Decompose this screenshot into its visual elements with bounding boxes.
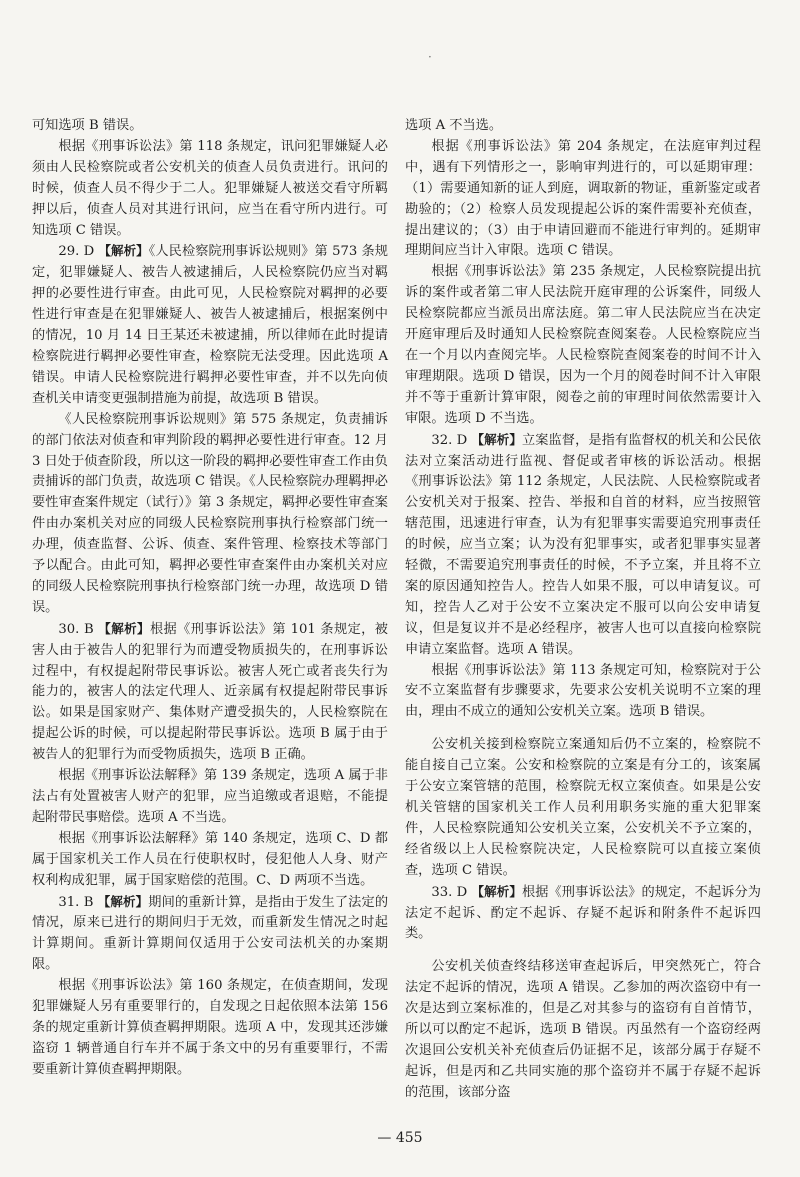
paragraph [32, 137, 388, 242]
paragraph [32, 766, 388, 829]
paragraph [405, 262, 761, 429]
analysis-tag: 【解析】 [98, 620, 150, 636]
paragraph-text: 根据《刑事诉讼法》第 113 条规定可知，检察院对于公安不立案监督有步骤要求，先要求公安机关说明不立案的理由，理由不成立的通知公安机关立案。选项 B 错误。 [405, 662, 761, 720]
paragraph-text: 立案监督，是指有监督权的机关和公民依法对立案活动进行监视、督促或者审核的诉讼活动。根据《刑事诉讼法》第 112 条规定，人民法院、人民检察院或者公安机关对于报案、控告、举报和自首的材料，应当按照管辖范围，迅速进行审查，认为有犯罪事实需要追究刑事责任的时候，应当立案；认为没有犯罪事实，或者犯罪事实显著轻微，不需要追究刑事责任的时候，不予立案，并且将不立案的原因通知控告人。控告人如果不服，可以申请复议。可知，控告人乙对于公安不立案决定不服可以向公安申请复议，但是复议并不是必经程序，被害人也可以直接向检察院申请立案监督。选项 A 错误。 [405, 432, 761, 657]
paragraph-text: 根据《刑事诉讼法》第 118 条规定，讯问犯罪嫌疑人必须由人民检察院或者公安机关的侦查人员负责进行。讯问的时候，侦查人员不得少于二人。犯罪嫌疑人被送交看守所羁押以后，侦查人员对其进行讯问，应当在看守所内进行。可知选项 C 错误。 [32, 138, 388, 238]
paragraph-text: 《人民检察院刑事诉讼规则》第 575 条规定，负责捕诉的部门依法对侦查和审判阶段的羁押必要性进行审查。12 月 3 日处于侦查阶段，所以这一阶段的羁押必要性审查工作由负责捕诉的部门负责，故选项 C 错误。《人民检察院办理羁押必要性审查案件规定（试行）》第 3 条规定，羁押必要性审查案件由办案机关对应的同级人民检察院刑事执行检察部门统一办理，侦查监督、公诉、侦查、案件管理、检察技术等部门予以配合。由此可知，羁押必要性审查案件由办案机关对应的同级人民检察院刑事执行检察部门统一办理，故选项 D 错误。 [32, 411, 388, 615]
paragraph-text: 《人民检察院刑事诉讼规则》第 573 条规定，犯罪嫌疑人、被告人被逮捕后，人民检察院仍应当对羁押的必要性进行审查。由此可见，人民检察院对羁押的必要性进行审查是在犯罪嫌疑人、被告人被逮捕后，根据案例中的情况，10 月 14 日王某还未被逮捕，所以律师在此时提请检察院进行羁押必要性审查，检察院无法受理。因此选项 A 错误。申请人民检察院进行羁押必要性审查，并不以先向侦查机关申请变更强制措施为前提，故选项 B 错误。 [32, 244, 388, 406]
analysis-tag: 【解析】 [98, 243, 149, 259]
paragraph-text: 根据《刑事诉讼法解释》第 139 条规定，选项 A 属于非法占有处置被害人财产的犯罪，应当追缴或者退赔，不能提起附带民事赔偿。选项 A 不当选。 [32, 768, 388, 825]
paragraph [405, 735, 761, 881]
paragraph [32, 892, 388, 977]
page-number: — 455 [377, 1130, 423, 1146]
paragraph [405, 430, 761, 661]
paragraph [405, 957, 761, 1103]
paragraph-text: 根据《刑事诉讼法解释》第 140 条规定，选项 C、D 都属于国家机关工作人员在行使职权时，侵犯他人人身、财产权利构成犯罪，属于国家赔偿的范围。C、D 两项不当选。 [32, 830, 388, 888]
paragraph [405, 661, 761, 724]
paragraph-text: 可知选项 B 错误。 [32, 118, 143, 133]
paragraph-text: 根据《刑事诉讼法》的规定，不起诉分为法定不起诉、酌定不起诉、存疑不起诉和附条件不起诉四类。 [405, 884, 761, 942]
question-number: 33. D [431, 884, 468, 900]
paragraph-text: 根据《刑事诉讼法》第 235 条规定，人民检察院提出抗诉的案件或者第二审人民法院开庭审理的公诉案件，同级人民检察院都应当派员出席法庭。第二审人民法院应当在决定开庭审理后及时通知人民检察院查阅案卷。人民检察院应当在一个月以内查阅完毕。人民检察院查阅案卷的时间不计入审理期限。选项 D 错误，因为一个月的阅卷时间不计入审限并不等于重新计算审限，阅卷之前的审理时间依然需要计入审限。选项 D 不当选。 [405, 264, 761, 426]
paragraph [405, 116, 761, 137]
paragraph [32, 241, 388, 409]
analysis-tag: 【解析】 [471, 883, 522, 899]
paragraph-text: 根据《刑事诉讼法》第 101 条规定，被害人由于被告人的犯罪行为而遭受物质损失的，在刑事诉讼过程中，有权提起附带民事诉讼。被害人死亡或者丧失行为能力的，被害人的法定代理人、近亲属有权提起附带民事诉讼。如果是国家财产、集体财产遭受损失的，人民检察院在提起公诉的时候，可以提起附带民事诉讼。选项 B 属于由于被告人的犯罪行为而受物质损失，选项 B 正确。 [32, 621, 388, 763]
question-number: 31. B [58, 894, 94, 910]
analysis-tag: 【解析】 [97, 893, 149, 909]
paragraph [32, 829, 388, 892]
paragraph [405, 137, 761, 262]
page-top-mark: · [428, 50, 432, 64]
paragraph [32, 116, 388, 137]
paragraph-text: 公安机关侦查终结移送审查起诉后，甲突然死亡，符合法定不起诉的情况，选项 A 错误。乙参加的两次盗窃中有一次是达到立案标准的，但是乙对其参与的盗窃有自首情节，所以可以酌定不起诉，选项 B 错误。丙虽然有一个盗窃经两次退回公安机关补充侦查后仍证据不足，该部分属于存疑不起诉，但是丙和乙共同实施的那个盗窃并不属于存疑不起诉的范围，该部分盗 [405, 959, 761, 1100]
paragraph-text: 公安机关接到检察院立案通知后仍不立案的，检察院不能自接自己立案。公安和检察院的立案是有分工的，该案属于公安立案管辖的范围，检察院无权立案侦查。如果是公安机关管辖的国家机关工作人员利用职务实施的重大犯罪案件，人民检察院通知公安机关立案，公安机关不予立案的，经省级以上人民检察院决定，人民检察院可以直接立案侦查，选项 C 错误。 [405, 737, 761, 878]
right-column [405, 116, 761, 1104]
question-number: 32. D [431, 432, 468, 448]
left-column [32, 116, 388, 1081]
question-number: 30. B [58, 621, 94, 637]
paragraph [32, 410, 388, 619]
paragraph [32, 976, 388, 1081]
analysis-tag: 【解析】 [471, 431, 522, 447]
paragraph [405, 882, 761, 946]
paragraph-text: 选项 A 不当选。 [405, 118, 503, 133]
paragraph-text: 根据《刑事诉讼法》第 160 条规定，在侦查期间，发现犯罪嫌疑人另有重要罪行的，自发现之日起依照本法第 156 条的规定重新计算侦查羁押期限。选项 A 中，发现其还涉嫌盗窃 1 辆普通自行车并不属于条文中的另有重要罪行，不需要重新计算侦查羁押期限。 [32, 978, 388, 1077]
paragraph-text: 期间的重新计算，是指由于发生了法定的情况，原来已进行的期间归于无效，而重新发生情况之时起计算期间。重新计算期间仅适用于公安司法机关的办案期限。 [32, 894, 389, 973]
question-number: 29. D [58, 244, 95, 260]
paragraph [32, 619, 388, 766]
paragraph-text: 根据《刑事诉讼法》第 204 条规定，在法庭审判过程中，遇有下列情形之一，影响审判进行的，可以延期审理：（1）需要通知新的证人到庭，调取新的物证，重新鉴定或者勘验的；（2）检察人员发现提起公诉的案件需要补充侦查，提出建议的；（3）由于申请回避而不能进行审判的。延期审理期间应当计入审限。选项 C 错误。 [405, 138, 761, 259]
